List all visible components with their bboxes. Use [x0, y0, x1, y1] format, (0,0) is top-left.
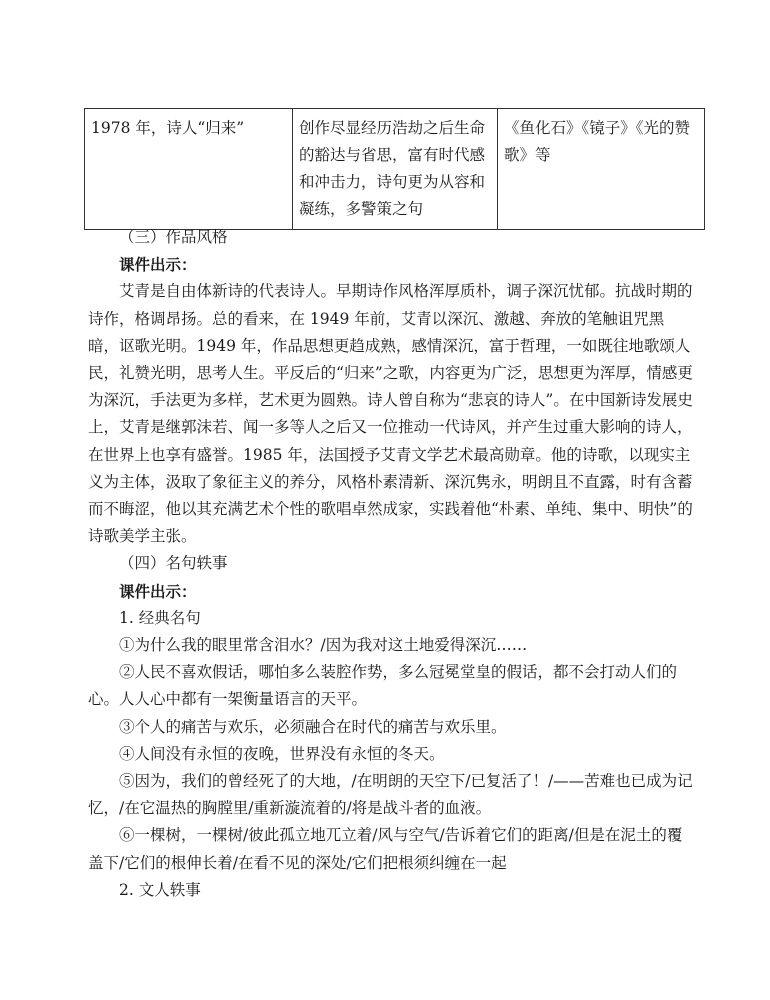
poetry-period-table [84, 108, 705, 230]
section-heading-style: （三）作品风格 [119, 228, 228, 246]
quote-item: ⑥一棵树，一棵树/彼此孤立地兀立着/风与空气/告诉着它们的距离/但是在泥土的覆盖下/它们的根伸长着/在看不见的深处/它们把根须纠缠在一起 [88, 826, 683, 872]
table-row [85, 109, 705, 230]
period-cell: 1978 年，诗人“归来” [85, 109, 293, 230]
section-heading-anecdotes: （四）名句轶事 [119, 554, 228, 573]
courseware-label: 课件出示： [119, 581, 197, 601]
quote-item: ④人间没有永恒的夜晚，世界没有永恒的冬天。 [119, 744, 445, 763]
works-cell: 《鱼化石》《镜子》《光的赞歌》等 [498, 109, 705, 230]
body-text [88, 224, 693, 904]
quote-item: ③个人的痛苦与欢乐，必须融合在时代的痛苦与欢乐里。 [119, 717, 507, 736]
subheading-anecdotes: 2. 文人轶事 [119, 880, 201, 899]
quote-item: ①为什么我的眼里常含泪水？/因为我对这土地爱得深沉…… [119, 636, 528, 655]
style-paragraph: 艾青是自由体新诗的代表诗人。早期诗作风格浑厚质朴，调子深沉忧郁。抗战时期的诗作，格调昂扬。总的看来，在 1949 年前，艾青以深沉、激越、奔放的笔触诅咒黑暗，讴歌光明。1949 年，作品思想更趋成熟，感情深沉，富于哲理，一如既往地歌颂人民，礼赞光明，思考人生。平反后的“归来”之歌，内容更为广泛，思想更为浑厚，情感更为深沉，手法更为多样，艺术更为圆熟。诗人曾自称为“悲哀的诗人”。在中国新诗发展史上，艾青是继郭沫若、闻一多等人之后又一位推动一代诗风，并产生过重大影响的诗人，在世界上也享有盛誉。1985 年，法国授予艾青文学艺术最高勋章。他的诗歌，以现实主义为主体，汲取了象征主义的养分，风格朴素清新、深沉隽永，明朗且不直露，时有含蓄而不晦涩，他以其充满艺术个性的歌唱卓然成家，实践着他“朴素、单纯、集中、明快”的诗歌美学主张。 [88, 282, 693, 546]
courseware-label: 课件出示： [119, 255, 197, 275]
subheading-quotes: 1. 经典名句 [119, 608, 201, 627]
quote-item: ②人民不喜欢假话，哪怕多么装腔作势，多么冠冕堂皇的假话，都不会打动人们的心。人人心中都有一架衡量语言的天平。 [88, 663, 678, 709]
feature-cell: 创作尽显经历浩劫之后生命的豁达与省思，富有时代感和冲击力，诗句更为从容和凝练，多警策之句 [293, 109, 498, 230]
quote-item: ⑤因为，我们的曾经死了的大地，/在明朗的天空下/已复活了！/——苦难也已成为记忆，/在它温热的胸膛里/重新漩流着的/将是战斗者的血液。 [88, 772, 693, 818]
